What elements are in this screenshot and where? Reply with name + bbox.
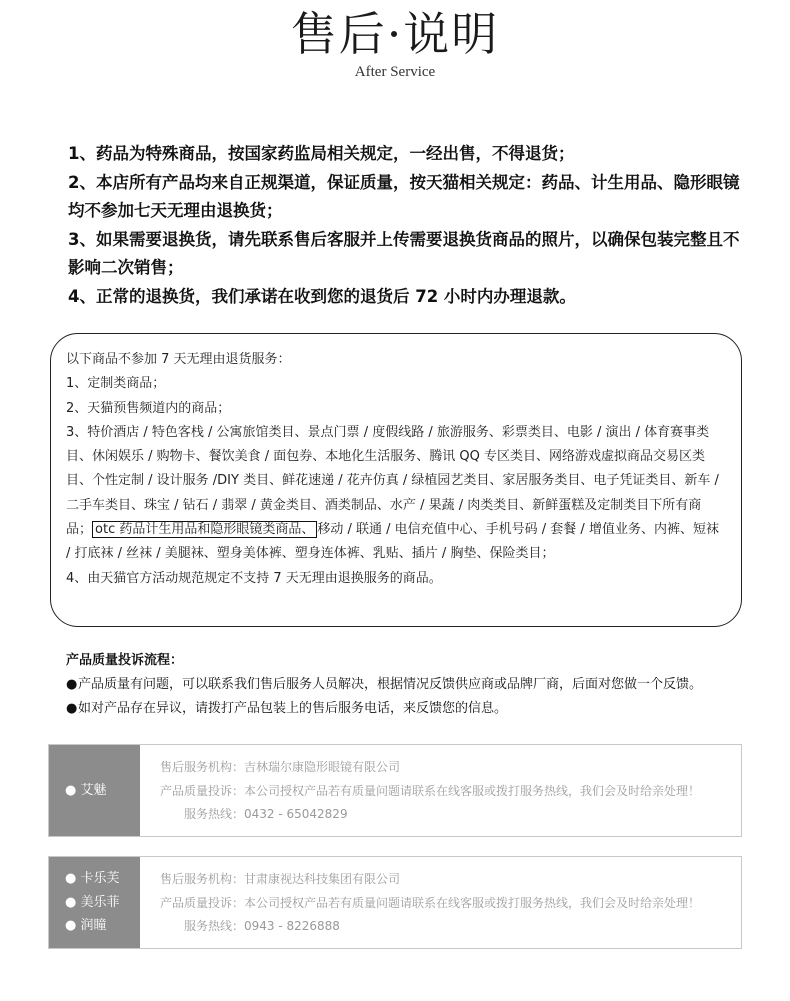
quality-complaint-row [154,892,741,916]
hotline-value: 0943 - 8226888 [244,919,340,933]
service-org-label: 售后服务机构： [159,872,244,886]
hotline-row [154,915,741,939]
hotline-row [154,803,741,827]
exclusion-item-3-rest: 移动 / 联通 / 电信充值中心、手机号码 / 套餐 / 增值业务、内裤、短袜 / 打底袜 / 丝袜 / 美腿袜、塑身美体裤、塑身连体裤、乳贴、插片 / 胸垫、保险类目； [66,522,719,562]
service-org-value: 甘肃康视达科技集团有限公司 [244,872,401,886]
return-rules [68,140,748,311]
service-org-label: 售后服务机构： [159,760,244,774]
quality-complaint-value: 本公司授权产品若有质量问题请联系在线客服或拨打服务热线，我们会及时给亲处理！ [244,783,701,798]
service-info [140,745,741,836]
rule-4: 4、正常的退换货，我们承诺在收到您的退货后 72 小时内办理退款。 [68,286,576,306]
rule-2: 2、本店所有产品均来自正规渠道，保证质量，按天猫相关规定：药品、计生用品、隐形眼镜均不参加七天无理由退换货； [68,172,740,220]
service-card-kangshida [48,856,742,949]
complaint-item [66,673,766,697]
quality-complaint-label: 产品质量投诉： [159,783,244,798]
hotline-value: 0432 - 65042829 [244,807,348,821]
exclusion-item-3-text: 3、特价酒店 / 特色客栈 / 公寓旅馆类目、景点门票 / 度假线路 / 旅游服务、彩票类目、电影 / 演出 / 体育赛事类目、休闲娱乐 / 购物卡、餐饮美食 / 面包券、本地化生活服务、腾讯 QQ 专区类目、网络游戏虚拟商品交易区类目、个性定制 / 设计服务 /DIY 类目、鲜花速递 / 花卉仿真 / 绿植园艺类目、家居服务类目、电子凭证类目、新车 / 二手车类目、珠宝 / 钻石 / 翡翠 / 黄金类目、酒类制品、水产 / 果蔬 / 肉类类目、新鲜蛋糕及定制类目下所有商品； [66,424,719,538]
complaint-section [66,649,766,721]
page-header [0,4,790,81]
complaint-item-text: 如对产品存在异议，请拨打产品包装上的售后服务电话，来反馈您的信息。 [78,701,508,716]
hotline-label: 服务热线： [183,919,244,933]
service-info [140,857,741,948]
rule-1: 1、药品为特殊商品，按国家药监局相关规定，一经出售，不得退货； [68,144,575,163]
brand-panel [49,745,140,836]
service-card-aimei [48,744,742,837]
bullet-icon: ● [66,701,78,716]
complaint-title: 产品质量投诉流程： [66,653,184,668]
page-subtitle: After Service [354,64,436,80]
service-org-value: 吉林瑞尔康隐形眼镜有限公司 [244,760,401,774]
exclusion-item-4: 4、由天猫官方活动规范规定不支持 7 天无理由退换服务的商品。 [66,570,442,586]
exclusion-highlight: otc 药品计生用品和隐形眼镜类商品、 [92,521,317,538]
quality-complaint-value: 本公司授权产品若有质量问题请联系在线客服或拨打服务热线，我们会及时给亲处理！ [244,895,701,910]
hotline-label: 服务热线： [183,807,244,821]
brand-name: ● 艾魅 [65,782,107,798]
exclusions-intro: 以下商品不参加 7 天无理由退货服务： [66,352,291,367]
brand-panel [49,857,140,948]
bullet-icon: ● [66,677,78,692]
service-org-row [154,868,741,892]
rule-3: 3、如果需要退换货，请先联系售后客服并上传需要退换货商品的照片，以确保包装完整且不影响二次销售； [68,229,740,277]
page-title: 售后·说明 [290,7,500,61]
service-org-row [154,756,741,780]
quality-complaint-row [154,780,741,804]
brand-name: ● 美乐菲 [65,894,120,910]
quality-complaint-label: 产品质量投诉： [159,895,244,910]
brand-name: ● 卡乐芙 [65,871,120,887]
exclusions-box [50,333,742,627]
exclusion-item-2: 2、天猫预售频道内的商品； [66,400,231,416]
exclusion-item-3 [66,421,727,567]
complaint-item-text: 产品质量有问题，可以联系我们售后服务人员解决，根据情况反馈供应商或品牌厂商，后面对您做一个反馈。 [78,677,703,692]
exclusion-item-1: 1、定制类商品； [66,376,166,392]
complaint-item [66,697,766,721]
brand-name: ● 润瞳 [65,918,107,934]
